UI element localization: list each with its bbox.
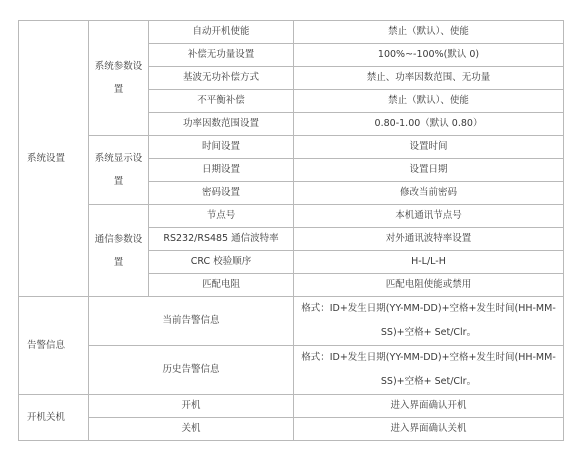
table-row (19, 395, 564, 418)
item-label: 日期设置 (149, 159, 294, 182)
item-label: 开机 (89, 395, 294, 418)
item-label: 自动开机使能 (149, 21, 294, 44)
item-value: 格式：ID+发生日期(YY-MM-DD)+空格+发生时间(HH-MM-SS)+空格+ Set/Clr。 (294, 346, 564, 395)
item-value: 0.80-1.00（默认 0.80） (294, 113, 564, 136)
settings-table (18, 20, 564, 441)
item-label: 功率因数范围设置 (149, 113, 294, 136)
item-label: 不平衡补偿 (149, 90, 294, 113)
item-value: 对外通讯波特率设置 (294, 228, 564, 251)
item-value: 进入界面确认关机 (294, 418, 564, 441)
item-label: RS232/RS485 通信波特率 (149, 228, 294, 251)
item-value: 进入界面确认开机 (294, 395, 564, 418)
item-value: 设置日期 (294, 159, 564, 182)
item-label: 关机 (89, 418, 294, 441)
group-label: 通信参数设置 (89, 205, 149, 297)
item-label: 节点号 (149, 205, 294, 228)
item-value: 禁止（默认）、使能 (294, 90, 564, 113)
table-row (19, 205, 564, 228)
item-value: 匹配电阻使能或禁用 (294, 274, 564, 297)
item-label: 匹配电阻 (149, 274, 294, 297)
item-value: 100%~-100%(默认 0) (294, 44, 564, 67)
item-label: 补偿无功量设置 (149, 44, 294, 67)
item-value: 禁止（默认）、使能 (294, 21, 564, 44)
item-label: 密码设置 (149, 182, 294, 205)
item-value: 格式：ID+发生日期(YY-MM-DD)+空格+发生时间(HH-MM-SS)+空格+ Set/Clr。 (294, 297, 564, 346)
item-value: 设置时间 (294, 136, 564, 159)
item-value: H-L/L-H (294, 251, 564, 274)
table-row (19, 346, 564, 395)
table-row (19, 418, 564, 441)
item-label: 基波无功补偿方式 (149, 67, 294, 90)
group-label: 系统参数设置 (89, 21, 149, 136)
section-label: 告警信息 (19, 297, 89, 395)
section-label: 系统设置 (19, 21, 89, 297)
table-row (19, 297, 564, 346)
table-row (19, 136, 564, 159)
item-value: 本机通讯节点号 (294, 205, 564, 228)
item-value: 禁止、功率因数范围、无功量 (294, 67, 564, 90)
item-label: 时间设置 (149, 136, 294, 159)
group-label: 系统显示设置 (89, 136, 149, 205)
item-label: 当前告警信息 (89, 297, 294, 346)
item-label: 历史告警信息 (89, 346, 294, 395)
item-value: 修改当前密码 (294, 182, 564, 205)
table-row (19, 21, 564, 44)
item-label: CRC 校验顺序 (149, 251, 294, 274)
section-label: 开机关机 (19, 395, 89, 441)
